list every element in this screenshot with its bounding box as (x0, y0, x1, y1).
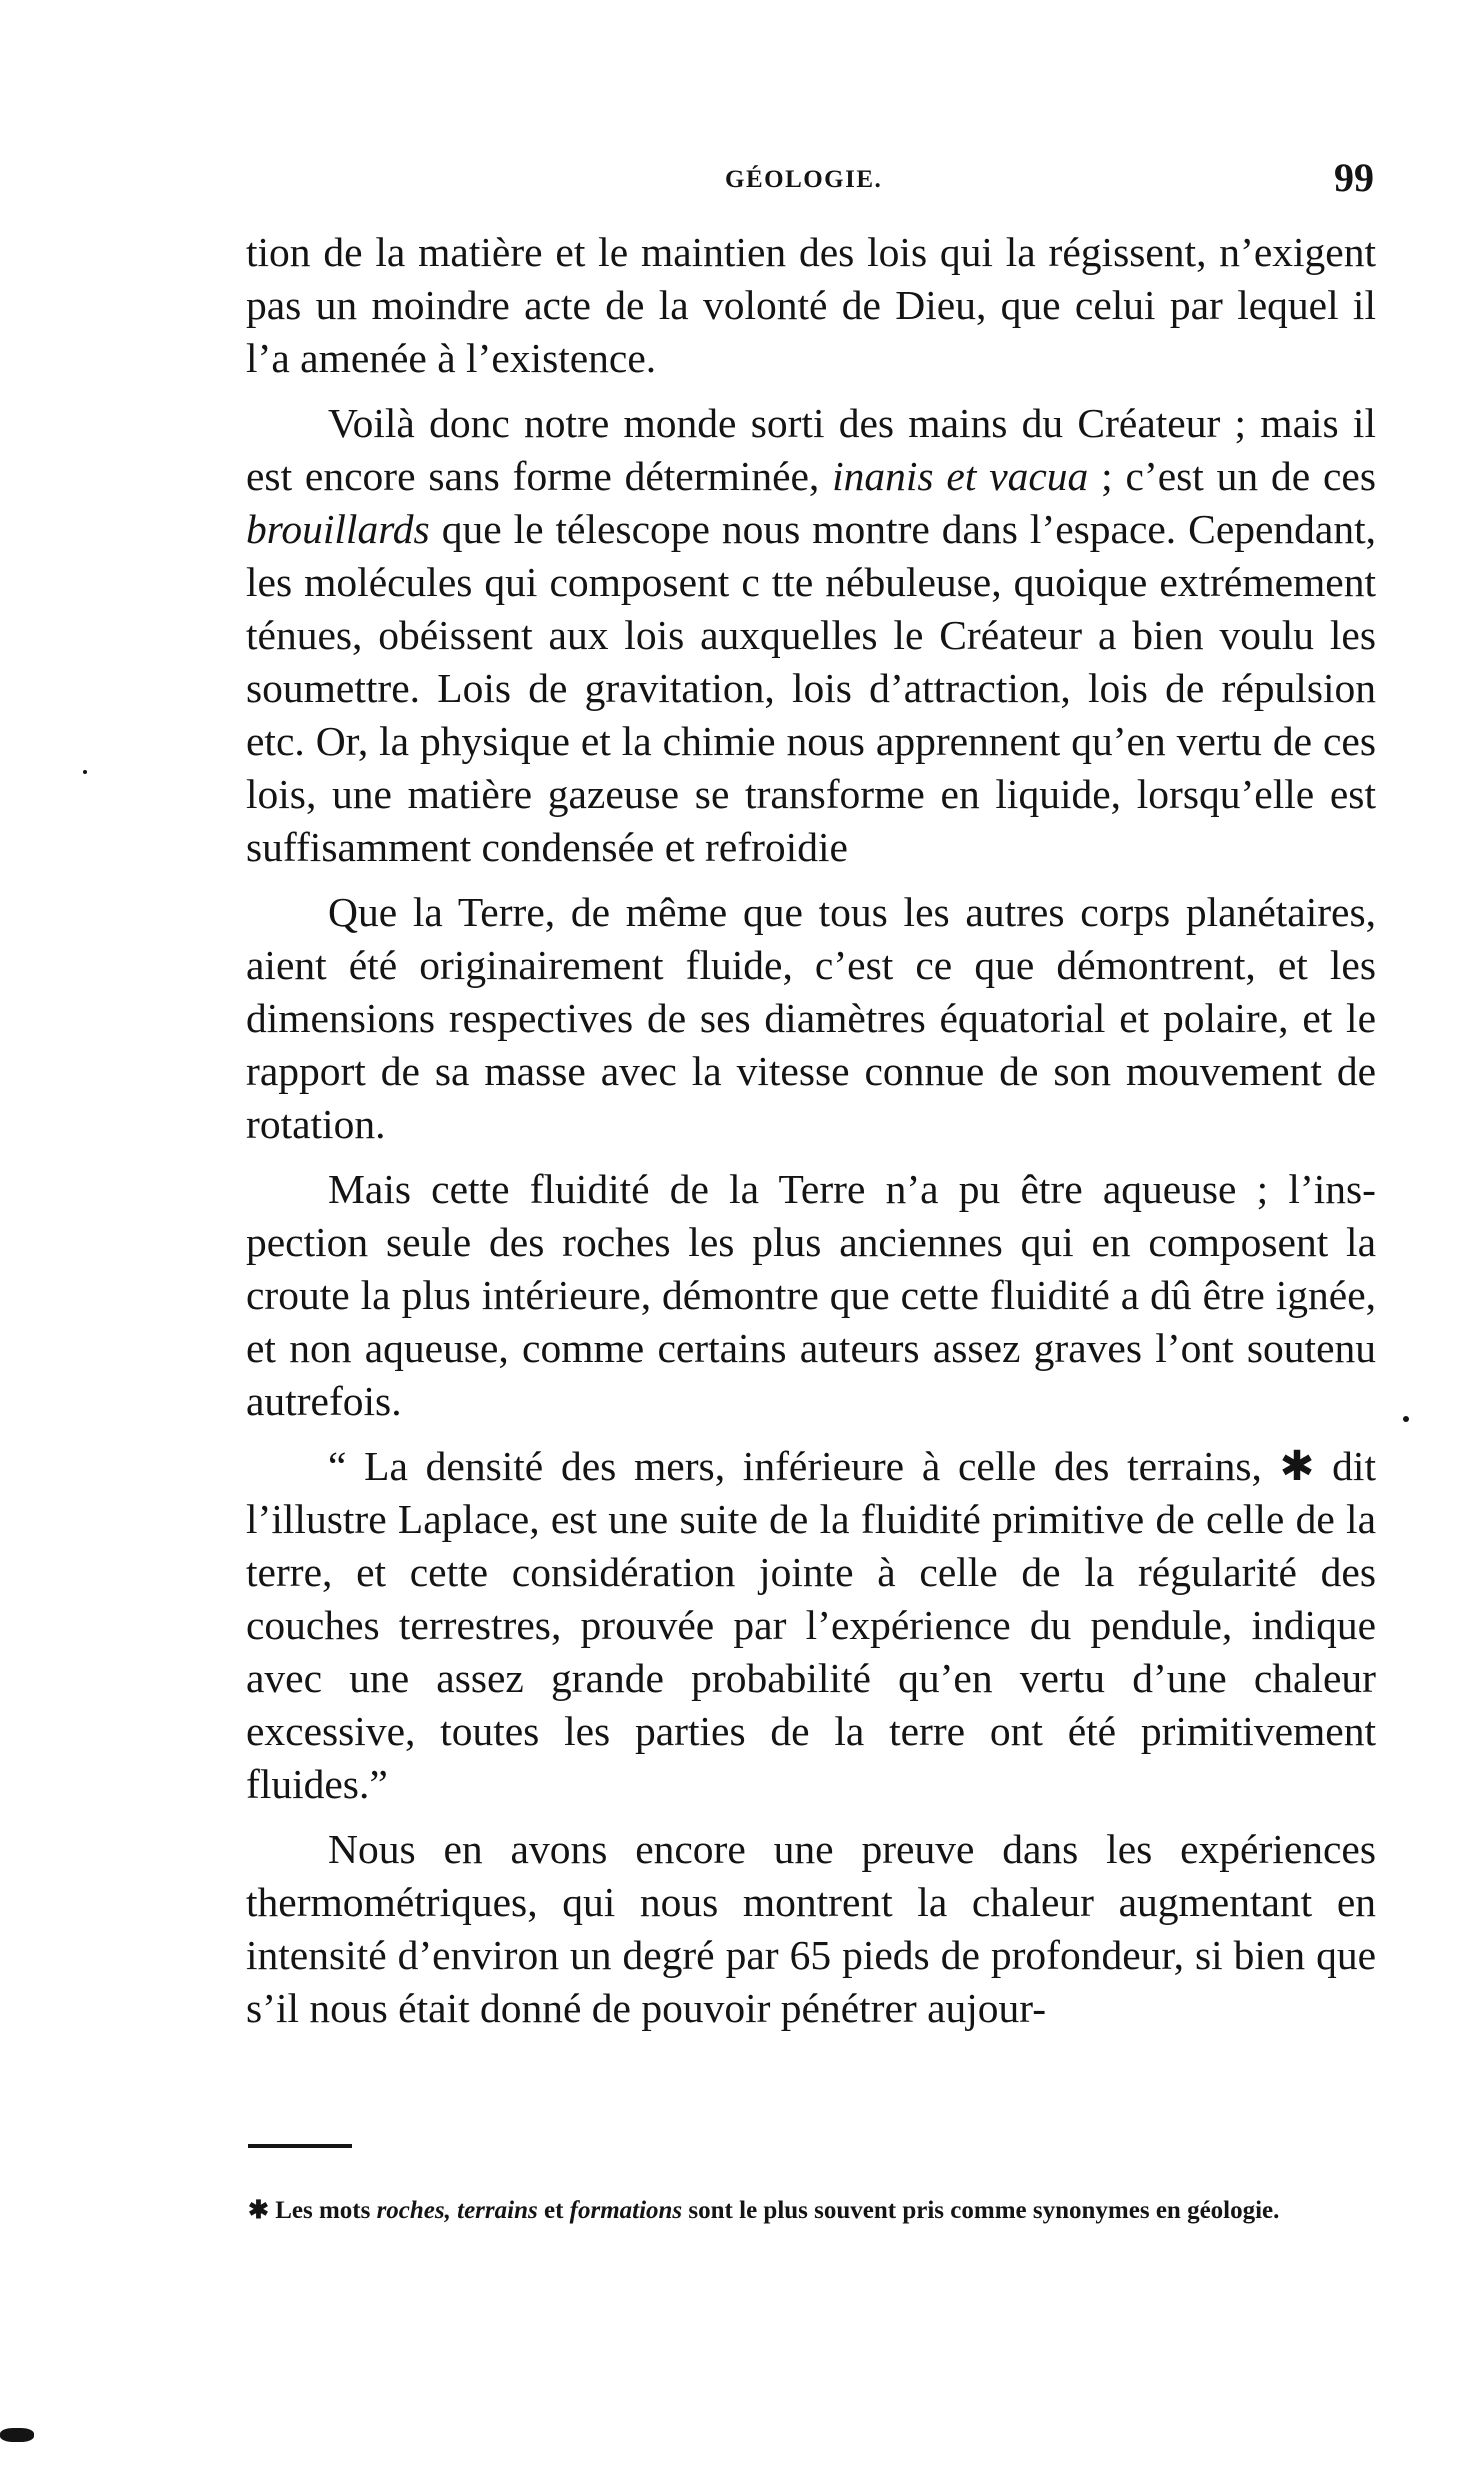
footnote (248, 2192, 1378, 2229)
paragraph-2-text-a: Voilà donc notre monde sorti des mains du Créateur ; mais il est encore sans forme déterminée, (246, 400, 1376, 499)
paragraph-5-laplace-quote (246, 1440, 1376, 1811)
print-speck-mark (1403, 1416, 1409, 1422)
paragraph-3 (246, 886, 1376, 1151)
footnote-italic-terms: roches, terrains (376, 2197, 538, 2224)
paragraph-4 (246, 1163, 1376, 1428)
paragraph-5-text: “ La densité des mers, inférieure à celle des terrains, ✱ dit l’illustre Laplace, est une suite de la fluidité primitive de celle de la terre, et cette considération jointe à celle de la régularité des couches terrestres, prouvée par l’expérience du pendule, indique avec une assez grande probabilité qu’en vertu d’une chaleur excessive, toutes les parties de la terre ont été primitivement fluides.” (246, 1443, 1376, 1807)
footnote-italic-formations: formations (569, 2197, 683, 2224)
italic-term-brouillards: brouillards (246, 506, 430, 552)
paragraph-1 (246, 226, 1376, 385)
print-speck-mark (83, 770, 87, 774)
paragraph-4-text: Mais cette fluidité de la Terre n’a pu être aqueuse ; l’inspection seule des roches les plus anciennes qui en composent la croute la plus intérieure, démontre que cette fluidité a dû être ignée, et non aqueuse, comme certains auteurs assez graves l’ont soutenu autrefois. (246, 1166, 1376, 1424)
paragraph-6-text: Nous en avons encore une preuve dans les expériences thermométriques, qui nous montrent la chaleur augmentant en intensité d’environ un degré par 65 pieds de profondeur, si bien que s’il nous était donné de pouvoir pénétrer aujour- (246, 1826, 1376, 2031)
page-number: 99 (1334, 155, 1374, 200)
print-speck-mark (0, 2428, 34, 2442)
paragraph-2 (246, 397, 1376, 874)
paragraph-2-text-c: que le télescope nous montre dans l’espace. Cependant, les molécules qui composent c tte nébuleuse, quoique extrémement ténues, obéissent aux lois auxquelles le Créateur a bien voulu les soumettre. Lois de gravitation, lois d’attraction, lois de répulsion etc. Or, la physique et la chimie nous apprennent qu’en vertu de ces lois, une matière gazeuse se transforme en liquide, lorsqu’elle est suffisamment condensée et refroidie (246, 506, 1376, 870)
footnote-text-b: et (537, 2197, 570, 2224)
paragraph-6 (246, 1823, 1376, 2035)
latin-phrase: inanis et vacua (832, 453, 1089, 499)
running-head: GÉOLOGIE. (725, 166, 883, 193)
paragraph-1-text: tion de la matière et le maintien des lois qui la régissent, n’exigent pas un moindre acte de la volonté de Dieu, que celui par lequel il l’a amenée à l’existence. (246, 229, 1376, 381)
paragraph-3-text: Que la Terre, de même que tous les autres corps planétaires, aient été originairement fluide, c’est ce que démontrent, et les dimensions respectives de ses diamètres équatorial et polaire, et le rapport de sa masse avec la vitesse connue de son mouvement de rotation. (246, 889, 1376, 1147)
footnote-text-a: ✱ Les mots (248, 2197, 377, 2224)
footnote-divider (248, 2144, 352, 2148)
paragraph-2-text-b: ; c’est un de ces (1088, 453, 1376, 499)
footnote-text-c: sont le plus souvent pris comme synonymes en géologie. (682, 2197, 1280, 2224)
body-text (246, 226, 1376, 2035)
